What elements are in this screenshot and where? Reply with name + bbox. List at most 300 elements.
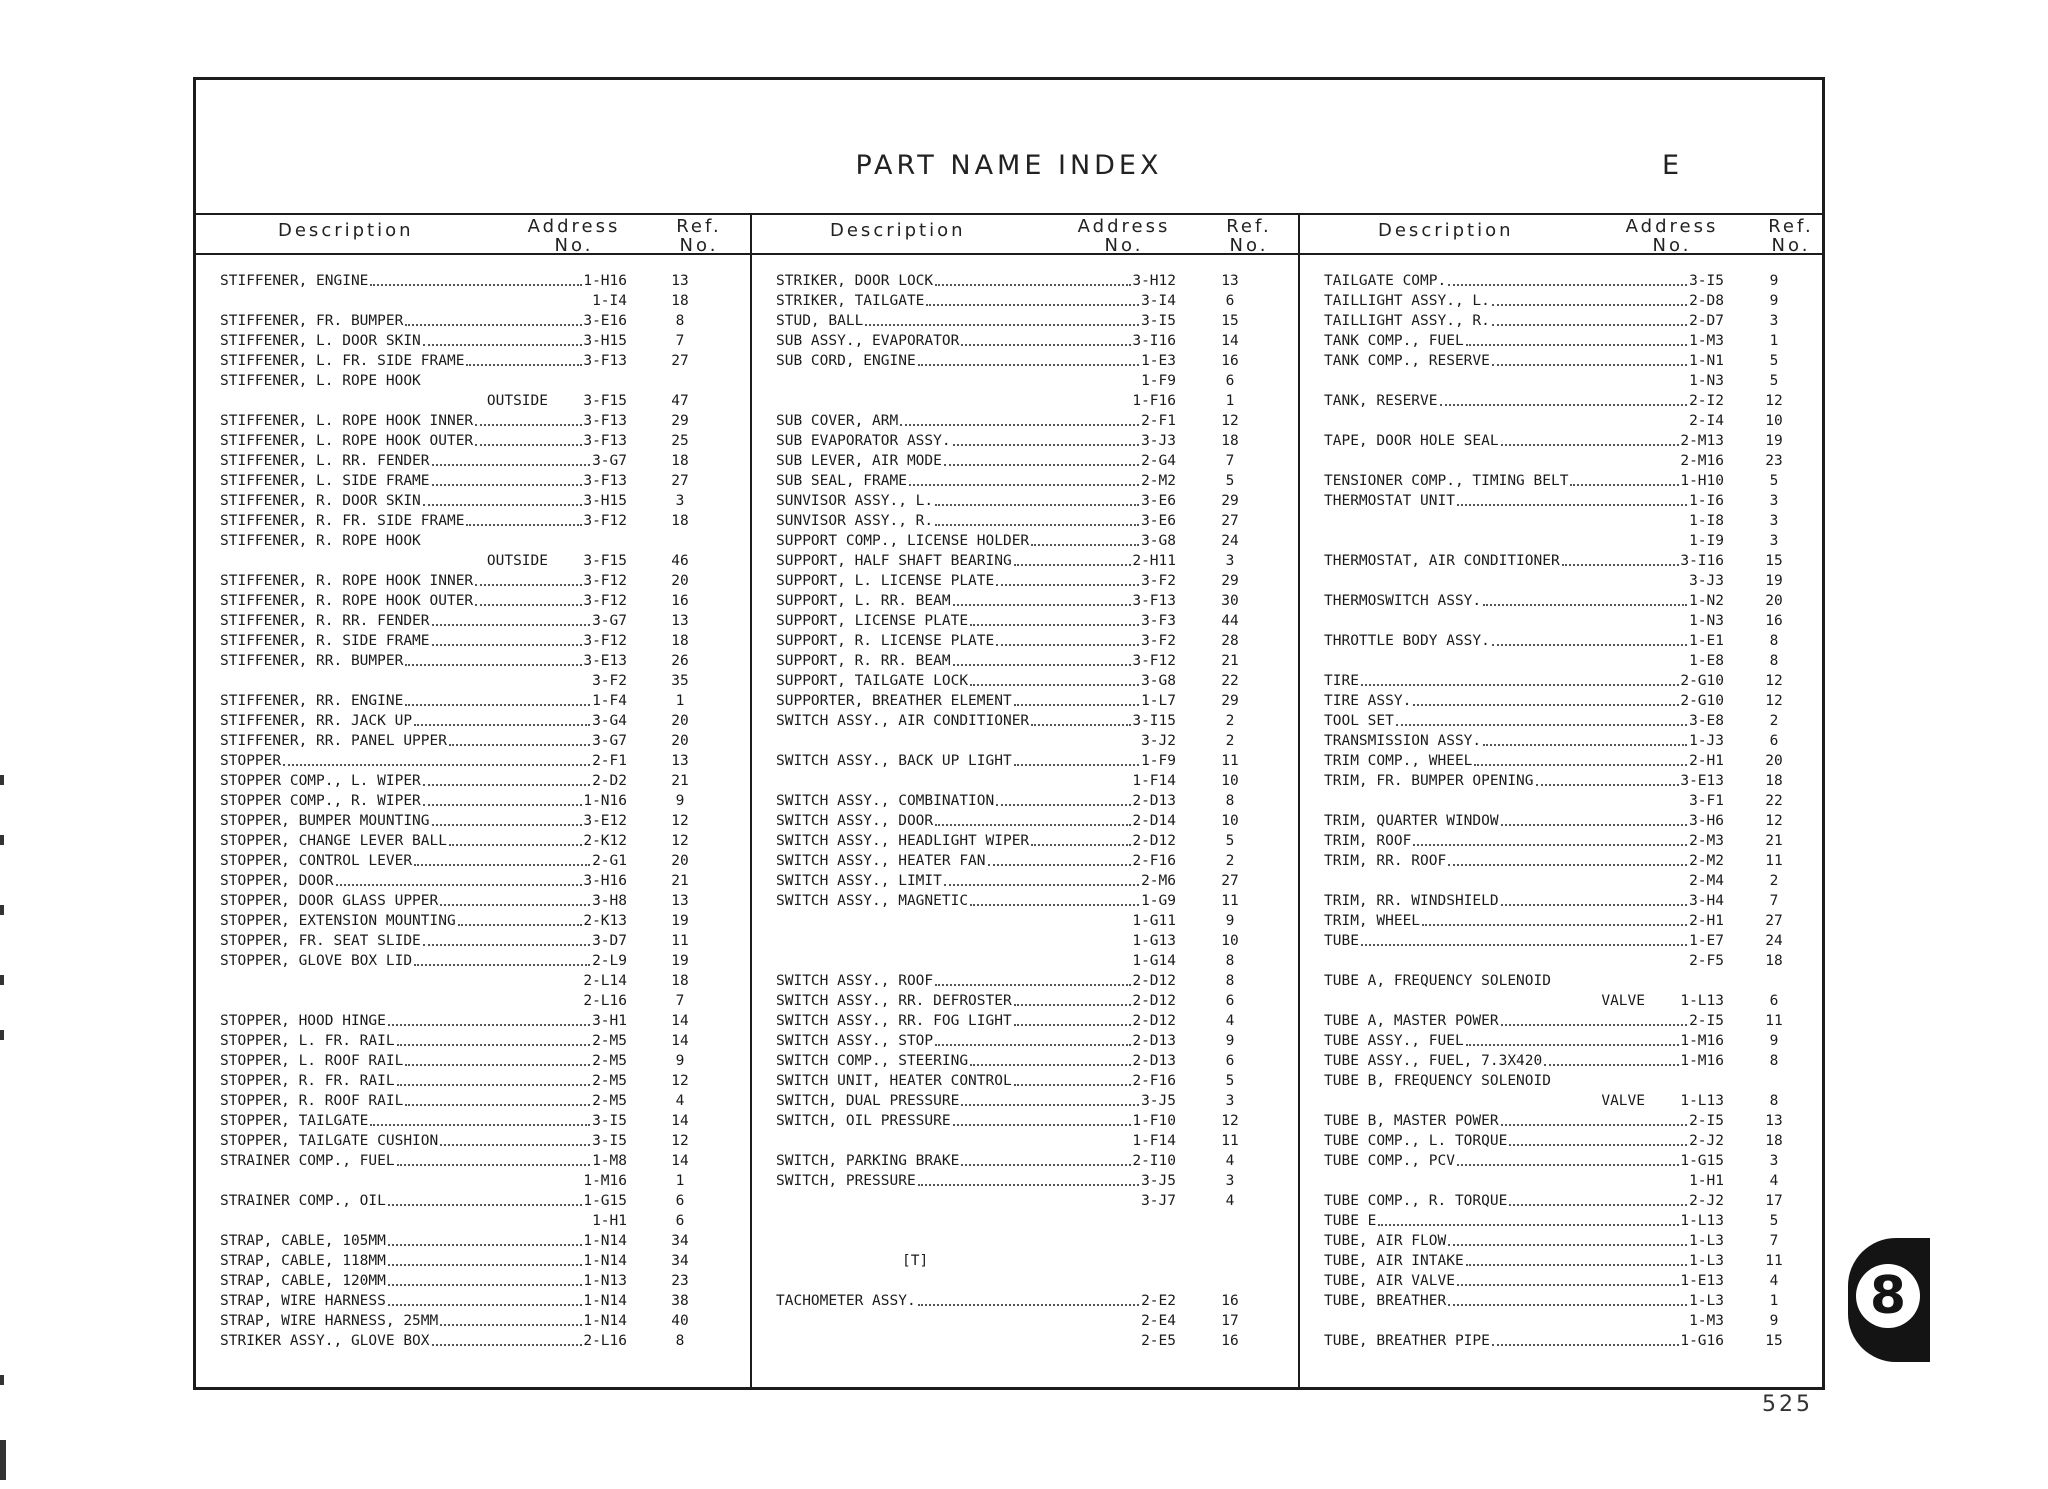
dot-leader	[423, 944, 590, 946]
header-address-no: No.	[554, 235, 594, 256]
index-row	[1300, 851, 1824, 871]
index-rows	[752, 271, 1300, 1351]
index-row	[752, 611, 1300, 631]
part-description: STRAINER COMP., OIL	[220, 1193, 386, 1209]
part-description: SWITCH ASSY., MAGNETIC	[776, 893, 969, 909]
address-no: 3-I16	[1132, 333, 1176, 349]
part-description: STOPPER, DOOR GLASS UPPER	[220, 893, 439, 909]
header-address-label: Address	[527, 216, 621, 237]
dot-leader	[1501, 1124, 1688, 1126]
address-no: 1-G14	[1132, 953, 1176, 969]
ref-no: 20	[1765, 753, 1783, 769]
address-no: 3-F12	[1132, 653, 1176, 669]
ref-no: 29	[1221, 493, 1239, 509]
dot-leader	[1536, 784, 1679, 786]
address-no: 2-G10	[1680, 693, 1724, 709]
address-no: 2-F5	[1689, 953, 1724, 969]
index-row	[1300, 891, 1824, 911]
address-no: 1-E13	[1680, 1273, 1724, 1289]
index-row	[752, 1311, 1300, 1331]
ref-no: 14	[671, 1033, 689, 1049]
ref-no: 40	[671, 1313, 689, 1329]
ref-no: 16	[1221, 1333, 1239, 1349]
index-row	[1300, 491, 1824, 511]
address-no: 2-M3	[1689, 833, 1724, 849]
index-row	[196, 371, 750, 391]
dot-leader	[926, 304, 1139, 306]
dot-leader	[388, 1284, 582, 1286]
index-row	[752, 411, 1300, 431]
index-row	[752, 1151, 1300, 1171]
part-description: SWITCH ASSY., COMBINATION	[776, 793, 995, 809]
address-no: 1-N3	[1689, 613, 1724, 629]
dot-leader	[283, 764, 590, 766]
address-no: 3-E6	[1141, 493, 1176, 509]
dot-leader	[1492, 644, 1687, 646]
index-row	[1300, 951, 1824, 971]
address-no: 1-G11	[1132, 913, 1176, 929]
address-no: 1-N13	[583, 1273, 627, 1289]
section-tab	[1848, 1238, 1930, 1362]
dot-leader	[970, 624, 1139, 626]
dot-leader	[1483, 744, 1687, 746]
dot-leader	[1466, 344, 1688, 346]
part-description: TOOL SET	[1324, 713, 1394, 729]
part-description: SUB LEVER, AIR MODE	[776, 453, 942, 469]
index-row	[1300, 311, 1824, 331]
dot-leader	[1509, 1144, 1687, 1146]
address-no: 2-E5	[1141, 1333, 1176, 1349]
part-description: STUD, BALL	[776, 313, 864, 329]
part-description: TUBE	[1324, 933, 1359, 949]
ref-no: 11	[1221, 1133, 1239, 1149]
address-no: 3-I5	[592, 1113, 627, 1129]
address-no: 1-G13	[1132, 933, 1176, 949]
address-no: 3-J2	[1141, 733, 1176, 749]
ref-no: 1	[1225, 393, 1235, 409]
address-no: 3-H6	[1689, 813, 1724, 829]
index-row	[752, 591, 1300, 611]
dot-leader	[1014, 564, 1131, 566]
address-no: 2-F16	[1132, 853, 1176, 869]
part-description: TRIM, QUARTER WINDOW	[1324, 813, 1499, 829]
part-description: TANK, RESERVE	[1324, 393, 1438, 409]
part-description: STRAINER COMP., FUEL	[220, 1153, 395, 1169]
dot-leader	[944, 884, 1139, 886]
index-row	[752, 451, 1300, 471]
binding-mark	[0, 835, 4, 845]
dot-leader	[388, 1244, 582, 1246]
address-no: 2-D14	[1132, 813, 1176, 829]
ref-no: 12	[1765, 813, 1783, 829]
address-no: 2-K12	[583, 833, 627, 849]
index-column-1	[196, 213, 750, 1387]
address-no: 2-F1	[1141, 413, 1176, 429]
index-row	[1300, 371, 1824, 391]
ref-no: 5	[1769, 373, 1779, 389]
ref-no: 12	[671, 1133, 689, 1149]
ref-no: 6	[1769, 733, 1779, 749]
address-no: 3-H12	[1132, 273, 1176, 289]
part-description: TRIM COMP., WHEEL	[1324, 753, 1473, 769]
dot-leader	[388, 1264, 582, 1266]
index-row	[196, 391, 750, 411]
index-row	[196, 671, 750, 691]
index-row	[196, 1271, 750, 1291]
index-row	[1300, 291, 1824, 311]
ref-no: 3	[1769, 313, 1779, 329]
ref-no: 9	[1769, 273, 1779, 289]
index-row	[1300, 711, 1824, 731]
part-description: TAILLIGHT ASSY., L.	[1324, 293, 1490, 309]
index-row	[1300, 591, 1824, 611]
address-no: 3-F15	[583, 393, 627, 409]
dot-leader	[440, 1324, 581, 1326]
part-description: STIFFENER, FR. BUMPER	[220, 313, 404, 329]
address-no: 1-E1	[1689, 633, 1724, 649]
address-no: 2-H1	[1689, 753, 1724, 769]
ref-no: 6	[1225, 1053, 1235, 1069]
ref-no: 4	[1225, 1193, 1235, 1209]
address-no: 3-I5	[592, 1133, 627, 1149]
address-no: 1-F4	[592, 693, 627, 709]
ref-no: 18	[671, 513, 689, 529]
ref-no: 15	[1221, 313, 1239, 329]
dot-leader	[440, 1144, 590, 1146]
ref-no: 12	[1221, 413, 1239, 429]
address-no: 3-F13	[583, 353, 627, 369]
ref-no: 29	[1221, 693, 1239, 709]
part-description-continuation: OUTSIDE	[486, 553, 548, 569]
index-row	[1300, 1051, 1824, 1071]
index-row	[752, 891, 1300, 911]
index-row	[196, 291, 750, 311]
dot-leader	[405, 1064, 590, 1066]
header-address	[1612, 217, 1732, 255]
dot-leader	[935, 284, 1130, 286]
index-page-frame	[193, 77, 1825, 1390]
ref-no: 8	[675, 1333, 685, 1349]
address-no: 3-F12	[583, 633, 627, 649]
part-description: STIFFENER, L. ROPE HOOK INNER	[220, 413, 474, 429]
part-description: TRANSMISSION ASSY.	[1324, 733, 1482, 749]
index-row	[1300, 1171, 1824, 1191]
index-row	[752, 1051, 1300, 1071]
address-no: 3-J3	[1689, 573, 1724, 589]
index-row	[196, 511, 750, 531]
part-description: STIFFENER, R. ROPE HOOK OUTER	[220, 593, 474, 609]
address-no: 3-F2	[1141, 573, 1176, 589]
part-description: TUBE, AIR INTAKE	[1324, 1253, 1464, 1269]
index-row	[1300, 671, 1824, 691]
index-row	[196, 471, 750, 491]
index-row	[1300, 611, 1824, 631]
part-description: SWITCH, OIL PRESSURE	[776, 1113, 951, 1129]
part-description: SWITCH ASSY., RR. FOG LIGHT	[776, 1013, 1012, 1029]
dot-leader	[953, 664, 1131, 666]
index-row	[752, 1271, 1300, 1291]
address-no: 3-I4	[1141, 293, 1176, 309]
ref-no: 1	[675, 1173, 685, 1189]
index-row	[752, 1251, 1300, 1271]
dot-leader	[935, 984, 1130, 986]
ref-no: 10	[1221, 813, 1239, 829]
ref-no: 11	[1765, 1013, 1783, 1029]
index-row	[196, 1191, 750, 1211]
index-row	[752, 471, 1300, 491]
header-ref-no: No.	[1229, 235, 1269, 256]
part-description: STIFFENER, R. FR. SIDE FRAME	[220, 513, 465, 529]
ref-no: 13	[1221, 273, 1239, 289]
dot-leader	[961, 1104, 1139, 1106]
address-no: 3-G7	[592, 613, 627, 629]
address-no: 3-D7	[592, 933, 627, 949]
part-description: THERMOSTAT UNIT	[1324, 493, 1455, 509]
index-row	[1300, 1031, 1824, 1051]
address-no: 1-J3	[1689, 733, 1724, 749]
index-row	[752, 1131, 1300, 1151]
address-no: 3-F1	[1689, 793, 1724, 809]
index-row	[752, 431, 1300, 451]
dot-leader	[466, 524, 581, 526]
index-rows	[1300, 271, 1824, 1351]
dot-leader	[1570, 484, 1678, 486]
ref-no: 18	[1765, 773, 1783, 789]
ref-no: 22	[1765, 793, 1783, 809]
dot-leader	[449, 744, 590, 746]
index-row	[1300, 1011, 1824, 1031]
part-description: STIFFENER, RR. PANEL UPPER	[220, 733, 447, 749]
address-no: 3-H1	[592, 1013, 627, 1029]
index-row	[752, 511, 1300, 531]
part-description: SUPPORT, L. RR. BEAM	[776, 593, 951, 609]
dot-leader	[970, 904, 1139, 906]
address-no: 1-M3	[1689, 1313, 1724, 1329]
part-description: STIFFENER, L. ROPE HOOK OUTER	[220, 433, 474, 449]
address-no: 1-L3	[1689, 1233, 1724, 1249]
dot-leader	[1014, 1024, 1131, 1026]
ref-no: 2	[1225, 733, 1235, 749]
part-description: STIFFENER, L. RR. FENDER	[220, 453, 430, 469]
address-no: 1-I6	[1689, 493, 1724, 509]
ref-no: 6	[675, 1193, 685, 1209]
address-no: 1-F14	[1132, 1133, 1176, 1149]
dot-leader	[1501, 904, 1688, 906]
index-column-3	[1298, 213, 1824, 1387]
part-description: STOPPER, CONTROL LEVER	[220, 853, 413, 869]
ref-no: 47	[671, 393, 689, 409]
ref-no: 29	[671, 413, 689, 429]
index-rows	[196, 271, 750, 1351]
ref-no: 21	[671, 773, 689, 789]
index-row	[196, 611, 750, 631]
ref-no: 34	[671, 1233, 689, 1249]
ref-no: 21	[1221, 653, 1239, 669]
address-no: 1-F14	[1132, 773, 1176, 789]
dot-leader	[1031, 724, 1130, 726]
ref-no: 9	[675, 1053, 685, 1069]
ref-no: 7	[1225, 453, 1235, 469]
address-no: 2-L14	[583, 973, 627, 989]
part-description: STOPPER, BUMPER MOUNTING	[220, 813, 430, 829]
address-no: 1-I9	[1689, 533, 1724, 549]
part-description: STIFFENER, RR. JACK UP	[220, 713, 413, 729]
part-description: STIFFENER, R. DOOR SKIN	[220, 493, 421, 509]
dot-leader	[1457, 1164, 1679, 1166]
address-no: 3-F12	[583, 513, 627, 529]
dot-leader	[970, 684, 1139, 686]
dot-leader	[405, 324, 581, 326]
dot-leader	[475, 584, 581, 586]
dot-leader	[996, 804, 1130, 806]
part-description: TACHOMETER ASSY.	[776, 1293, 916, 1309]
address-no: 1-M16	[1680, 1033, 1724, 1049]
dot-leader	[1501, 444, 1679, 446]
address-no: 3-G7	[592, 733, 627, 749]
dot-leader	[1413, 844, 1687, 846]
part-description: STRIKER, DOOR LOCK	[776, 273, 934, 289]
part-description: STOPPER, HOOD HINGE	[220, 1013, 386, 1029]
column-header	[1300, 213, 1824, 255]
dot-leader	[423, 784, 590, 786]
part-description: SWITCH, PARKING BRAKE	[776, 1153, 960, 1169]
address-no: 3-H16	[583, 873, 627, 889]
index-row	[1300, 271, 1824, 291]
part-description: TUBE, BREATHER	[1324, 1293, 1447, 1309]
ref-no: 12	[671, 833, 689, 849]
ref-no: 28	[1221, 633, 1239, 649]
dot-leader	[1457, 504, 1687, 506]
binding-mark	[0, 775, 4, 785]
ref-no: 6	[1225, 293, 1235, 309]
address-no: 2-G1	[592, 853, 627, 869]
ref-no: 19	[671, 913, 689, 929]
address-no: 3-G8	[1141, 533, 1176, 549]
address-no: 1-N14	[583, 1233, 627, 1249]
index-row	[196, 771, 750, 791]
ref-no: 14	[671, 1013, 689, 1029]
index-row	[1300, 1131, 1824, 1151]
index-row	[196, 751, 750, 771]
part-description: THERMOSTAT, AIR CONDITIONER	[1324, 553, 1560, 569]
index-row	[1300, 351, 1824, 371]
dot-leader	[423, 344, 582, 346]
ref-no: 7	[1769, 1233, 1779, 1249]
address-no: 2-F1	[592, 753, 627, 769]
address-no: 3-I16	[1680, 553, 1724, 569]
address-no: 3-F13	[583, 473, 627, 489]
index-row	[196, 311, 750, 331]
header-ref-label: Ref.	[676, 216, 722, 237]
dot-leader	[865, 324, 1139, 326]
index-row	[752, 991, 1300, 1011]
ref-no: 5	[1225, 833, 1235, 849]
index-row	[1300, 911, 1824, 931]
dot-leader	[935, 824, 1130, 826]
part-description: STOPPER, FR. SEAT SLIDE	[220, 933, 421, 949]
dot-leader	[1474, 764, 1687, 766]
ref-no: 4	[1225, 1013, 1235, 1029]
ref-no: 9	[1225, 1033, 1235, 1049]
dot-leader	[961, 1164, 1130, 1166]
address-no: 1-F16	[1132, 393, 1176, 409]
index-row	[196, 491, 750, 511]
part-description: STOPPER	[220, 753, 282, 769]
ref-no: 3	[1769, 493, 1779, 509]
dot-leader	[996, 644, 1139, 646]
address-no: 1-F9	[1141, 753, 1176, 769]
dot-leader	[1457, 1284, 1679, 1286]
address-no: 2-G10	[1680, 673, 1724, 689]
index-row	[752, 1231, 1300, 1251]
dot-leader	[432, 624, 591, 626]
part-description: TENSIONER COMP., TIMING BELT	[1324, 473, 1569, 489]
binding-mark	[0, 905, 4, 915]
part-description: SWITCH COMP., STEERING	[776, 1053, 969, 1069]
part-description: STOPPER, GLOVE BOX LID	[220, 953, 413, 969]
part-description: SUPPORT, LICENSE PLATE	[776, 613, 969, 629]
index-row	[196, 271, 750, 291]
address-no: 3-J5	[1141, 1173, 1176, 1189]
ref-no: 11	[1221, 753, 1239, 769]
index-row	[752, 491, 1300, 511]
ref-no: 29	[1221, 573, 1239, 589]
ref-no: 8	[1225, 973, 1235, 989]
ref-no: 5	[1769, 1213, 1779, 1229]
ref-no: 7	[1769, 893, 1779, 909]
index-row	[752, 1091, 1300, 1111]
address-no: 3-E13	[583, 653, 627, 669]
ref-no: 19	[1765, 573, 1783, 589]
ref-no: 23	[671, 1273, 689, 1289]
index-row	[752, 1011, 1300, 1031]
ref-no: 13	[671, 613, 689, 629]
address-no: 1-M3	[1689, 333, 1724, 349]
dot-leader	[953, 444, 1140, 446]
index-row	[1300, 871, 1824, 891]
ref-no: 16	[1765, 613, 1783, 629]
address-no: 1-M8	[592, 1153, 627, 1169]
part-description: TAPE, DOOR HOLE SEAL	[1324, 433, 1499, 449]
dot-leader	[1448, 864, 1687, 866]
dot-leader	[1562, 564, 1679, 566]
ref-no: 18	[671, 453, 689, 469]
index-row	[1300, 411, 1824, 431]
address-no: 3-H8	[592, 893, 627, 909]
index-row	[1300, 651, 1824, 671]
dot-leader	[1396, 724, 1687, 726]
dot-leader	[336, 884, 582, 886]
dot-leader	[397, 1084, 591, 1086]
binding-mark	[0, 1375, 4, 1385]
index-row	[752, 551, 1300, 571]
part-description: STRAP, CABLE, 118MM	[220, 1253, 386, 1269]
index-row	[196, 1251, 750, 1271]
ref-no: 12	[1221, 1113, 1239, 1129]
index-row	[752, 851, 1300, 871]
part-description: SWITCH ASSY., HEATER FAN	[776, 853, 986, 869]
dot-leader	[1014, 764, 1139, 766]
ref-no: 8	[1769, 653, 1779, 669]
ref-no: 26	[671, 653, 689, 669]
dot-leader	[475, 444, 581, 446]
address-no: 1-N14	[583, 1313, 627, 1329]
ref-no: 19	[1765, 433, 1783, 449]
index-row	[196, 791, 750, 811]
ref-no: 14	[671, 1113, 689, 1129]
address-no: 2-D12	[1132, 993, 1176, 1009]
part-description: TRIM, WHEEL	[1324, 913, 1421, 929]
